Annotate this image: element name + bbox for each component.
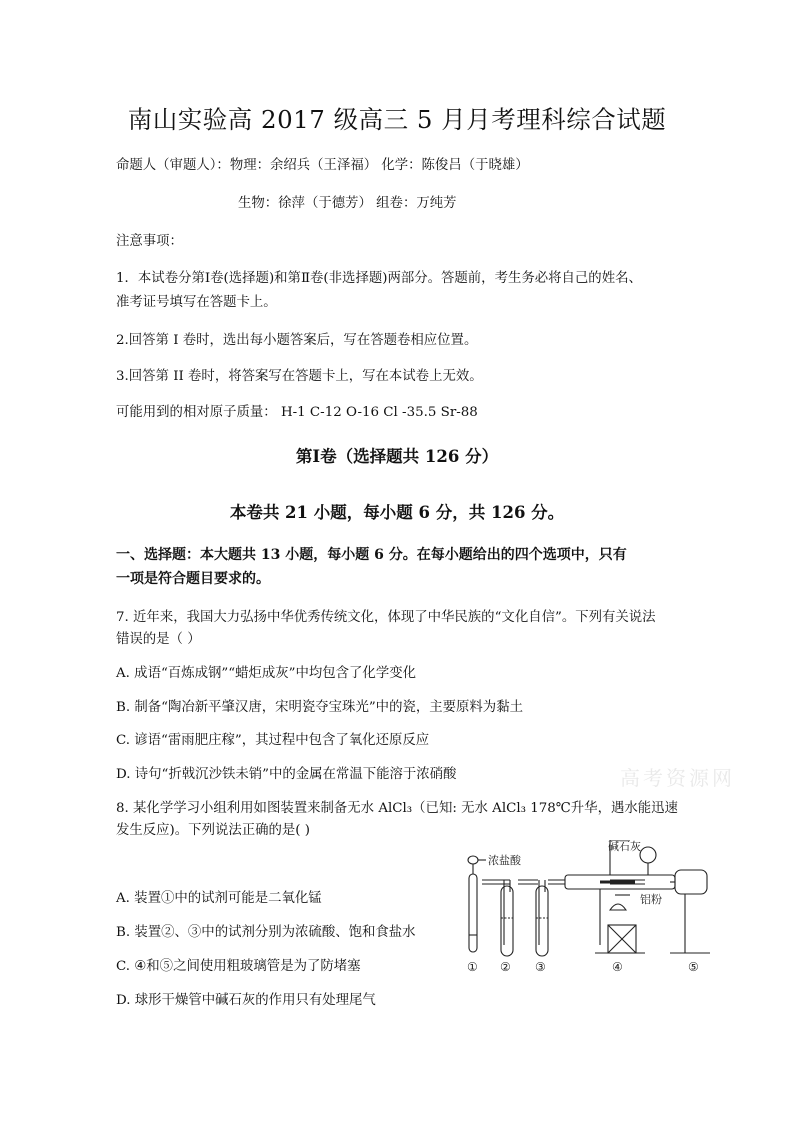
wash-bottle-2 bbox=[501, 880, 513, 956]
label-sodalime: 碱石灰 bbox=[608, 840, 641, 853]
section-title: 第Ⅰ卷（选择题共 126 分） bbox=[295, 447, 499, 466]
q7-option-b: B. 制备“陶冶新平肇汉唐，宋明瓷夺宝珠光”中的瓷，主要原料为黏土 bbox=[116, 700, 523, 715]
q8-option-b: B. 装置②、③中的试剂分别为浓硫酸、饱和食盐水 bbox=[116, 925, 416, 940]
label-n4: ④ bbox=[612, 960, 623, 974]
wash-bottle-3 bbox=[536, 880, 548, 956]
part-heading-line-1: 一、选择题：本大题共 13 小题，每小题 6 分。在每小题给出的四个选项中，只有 bbox=[116, 547, 627, 563]
section-subtitle: 本卷共 21 小题，每小题 6 分，共 126 分。 bbox=[229, 503, 565, 522]
q7-stem-line-2: 错误的是（ ） bbox=[116, 632, 201, 647]
q8-stem-line-1: 8. 某化学学习小组利用如图装置来制备无水 AlCl₃（已知: 无水 AlCl₃ 178℃升华，遇水能迅速 bbox=[116, 801, 678, 816]
authors-line-1: 命题人（审题人）：物理：余绍兵（王泽福） 化学：陈俊吕（于晓雄） bbox=[116, 158, 529, 173]
apparatus-figure bbox=[460, 840, 720, 980]
collector-5 bbox=[670, 870, 710, 953]
note-1: 1．本试卷分第Ⅰ卷(选择题)和第Ⅱ卷(非选择题)两部分。答题前，考生务必将自己的姓名、 bbox=[116, 271, 642, 286]
label-al: 铝粉 bbox=[640, 893, 662, 906]
label-n1: ① bbox=[467, 960, 478, 974]
q7-option-a: A. 成语“百炼成钢”“蜡炬成灰”中均包含了化学变化 bbox=[116, 666, 416, 681]
flask-1 bbox=[468, 856, 486, 952]
label-n2: ② bbox=[500, 960, 511, 974]
q8-stem-line-2: 发生反应)。下列说法正确的是( ) bbox=[116, 823, 311, 838]
note-1-cont: 准考证号填写在答题卡上。 bbox=[116, 295, 277, 310]
q7-stem-line-1: 7. 近年来，我国大力弘扬中华优秀传统文化，体现了中华民族的“文化自信”。下列有关说法 bbox=[116, 610, 656, 625]
q8-option-d: D. 球形干燥管中碱石灰的作用只有处理尾气 bbox=[116, 993, 376, 1008]
notice-title: 注意事项： bbox=[116, 234, 183, 249]
q7-option-c: C. 谚语“雷雨肥庄稼”，其过程中包含了氧化还原反应 bbox=[116, 733, 430, 748]
label-hcl: 浓盐酸 bbox=[488, 854, 521, 867]
page-title: 南山实验高 2017 级高三 5 月月考理科综合试题 bbox=[127, 105, 667, 134]
part-heading-line-2: 一项是符合题目要求的。 bbox=[116, 571, 270, 587]
note-2: 2.回答第 I 卷时，选出每小题答案后，写在答题卷相应位置。 bbox=[116, 333, 478, 348]
q7-option-d: D. 诗句“折戟沉沙铁未销”中的金属在常温下能溶于浓硝酸 bbox=[116, 767, 457, 782]
label-n5: ⑤ bbox=[688, 960, 699, 974]
q8-option-a: A. 装置①中的试剂可能是二氧化锰 bbox=[116, 891, 322, 906]
atomic-mass-line: 可能用到的相对原子质量： H-1 C-12 O-16 Cl -35.5 Sr-88 bbox=[116, 405, 478, 420]
q8-option-c: C. ④和⑤之间使用粗玻璃管是为了防堵塞 bbox=[116, 959, 361, 974]
label-n3: ③ bbox=[535, 960, 546, 974]
watermark-text: 高考资源网 bbox=[620, 766, 735, 790]
authors-line-2: 生物：徐萍（于德芳） 组卷：万纯芳 bbox=[238, 196, 457, 211]
note-3: 3.回答第 II 卷时，将答案写在答题卡上，写在本试卷上无效。 bbox=[116, 369, 483, 384]
